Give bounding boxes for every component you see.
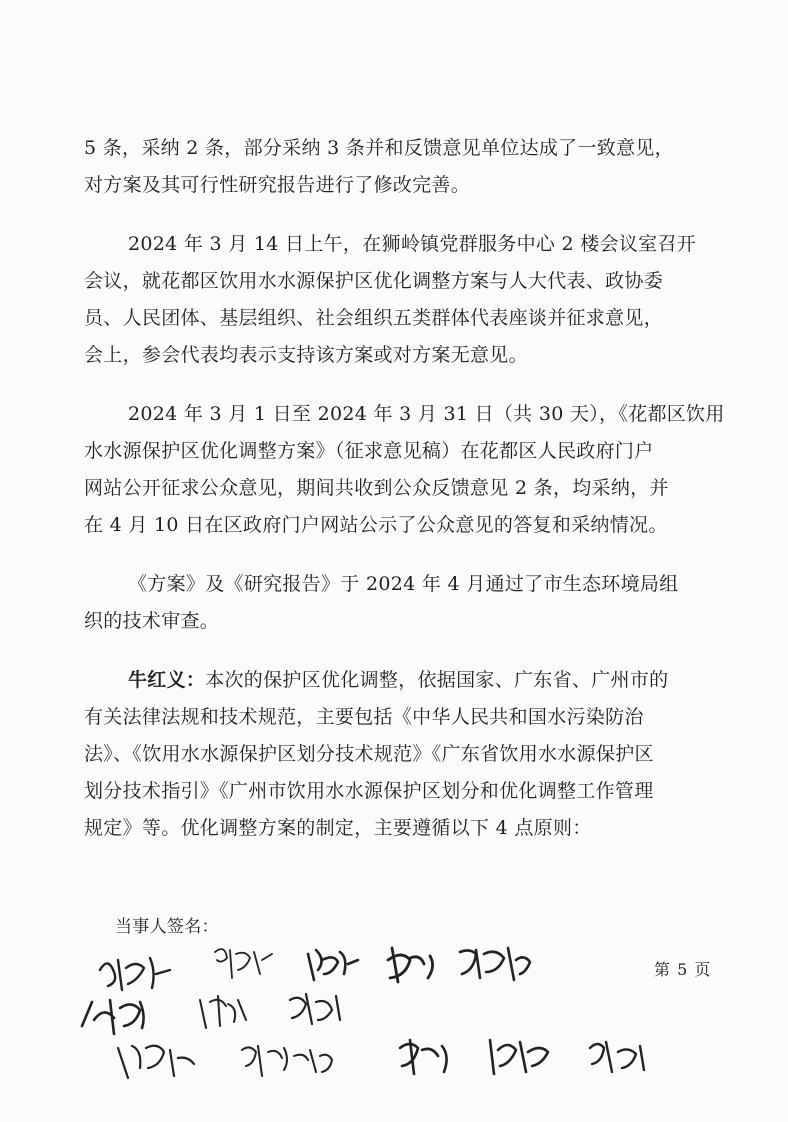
text-line: 员、人民团体、基层组织、社会组织五类群体代表座谈并征求意见，: [84, 307, 664, 329]
page-number: 第 5 页: [654, 960, 712, 979]
text-line: 会议，就花都区饮用水水源保护区优化调整方案与人大代表、政协委: [84, 270, 664, 292]
text-line: 会上，参会代表均表示支持该方案或对方案无意见。: [84, 344, 528, 366]
paragraph-2: [84, 226, 710, 374]
text-line: 2024 年 3 月 1 日至 2024 年 3 月 31 日（共 30 天），《花都区饮用: [128, 403, 725, 425]
text-line: 有关法律法规和技术规范，主要包括《中华人民共和国水污染防治: [84, 706, 644, 728]
text-line: [84, 662, 710, 699]
text-line: 规定》等。优化调整方案的制定，主要遵循以下 4 点原则：: [84, 817, 592, 839]
text-line: 网站公开征求公众意见，期间共收到公众反馈意见 2 条，均采纳，并: [84, 477, 669, 499]
text-line: 法》、《饮用水水源保护区划分技术规范》《广东省饮用水水源保护区: [84, 743, 654, 765]
text-line: 水水源保护区优化调整方案》（征求意见稿）在花都区人民政府门户: [84, 440, 654, 462]
text-line: 织的技术审查。: [84, 610, 220, 632]
text-segment: 本次的保护区优化调整，依据国家、广东省、广州市的: [205, 669, 669, 691]
document-body: [84, 130, 725, 869]
text-line: 在 4 月 10 日在区政府门户网站公示了公众意见的答复和采纳情况。: [84, 514, 668, 536]
paragraph-1: [84, 130, 710, 204]
speaker-name: 牛红义：: [128, 669, 206, 691]
signature-label: 当事人签名：: [115, 917, 219, 937]
text-line: 2024 年 3 月 14 日上午，在狮岭镇党群服务中心 2 楼会议室召开: [128, 233, 697, 255]
handwritten-signatures: [70, 930, 710, 1110]
paragraph-4: [84, 566, 710, 640]
text-line: 《方案》及《研究报告》于 2024 年 4 月通过了市生态环境局组: [128, 573, 679, 595]
paragraph-3: [84, 396, 725, 544]
text-line: 对方案及其可行性研究报告进行了修改完善。: [84, 174, 471, 196]
paragraph-5: [84, 662, 710, 847]
text-line: 5 条，采纳 2 条，部分采纳 3 条并和反馈意见单位达成了一致意见，: [84, 137, 674, 159]
text-line: 划分技术指引》《广州市饮用水水源保护区划分和优化调整工作管理: [84, 780, 654, 802]
